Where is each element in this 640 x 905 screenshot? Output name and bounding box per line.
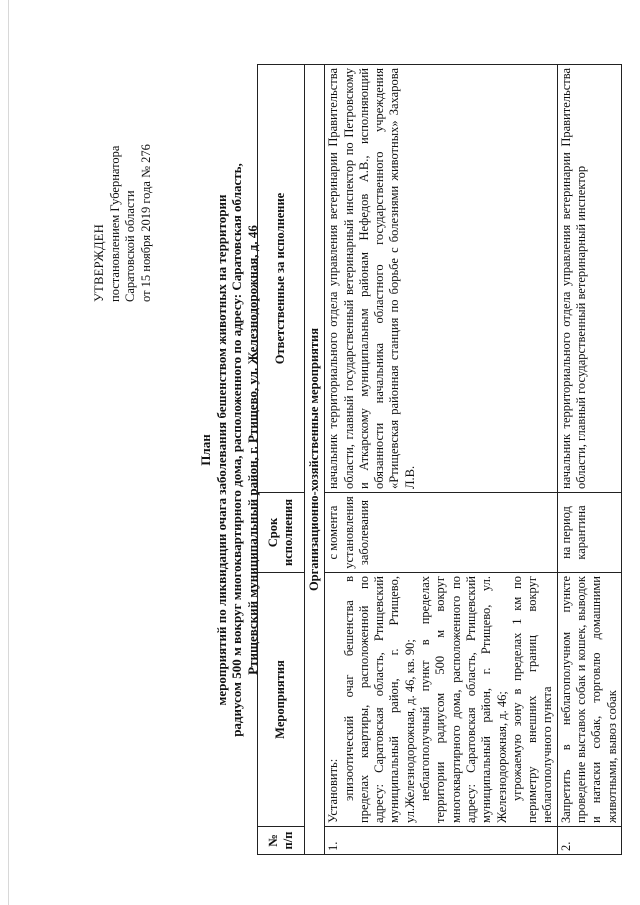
table-row xyxy=(325,65,557,855)
row-measures: Запретить в неблагополучном пункте проведение выставок собак и кошек, выводок и натаски собак, торговлю домашними животными, вывоз собак xyxy=(557,573,621,827)
row-term: на период карантина xyxy=(557,493,621,573)
row-measures xyxy=(325,573,557,827)
approval-line-2: Саратовской области xyxy=(123,190,137,302)
section-title: Организационно-хозяйственные мероприятия xyxy=(305,65,325,855)
document-title xyxy=(198,35,260,865)
approval-stamp xyxy=(92,32,154,302)
header-responsible: Ответственные за исполнение xyxy=(258,65,305,493)
approval-line-1: постановлением Губернатора xyxy=(107,145,122,302)
measures-intro: Установить: xyxy=(326,758,341,823)
measures-paragraph: неблагополучный пункт в пределах территории радиусом 500 м вокруг многоквартирного дома, расположенного по адресу: Саратовская область, Ртищевский муниципальный район, г. Ртищево, ул. Железнодорожная, д. 46; xyxy=(418,576,509,823)
section-row xyxy=(305,65,325,855)
title-line-3: радиусом 500 м вокруг многоквартирного дома, расположенного по адресу: Саратовская область, xyxy=(229,163,244,737)
measures-table xyxy=(257,64,622,855)
title-line-2: мероприятий по ликвидации очага заболевания бешенством животных на территории xyxy=(213,194,229,706)
approval-line-3: от 15 ноября 2019 года № 276 xyxy=(138,144,153,302)
header-term: Срок исполнения xyxy=(258,493,305,573)
row-term: с момента установления заболевания xyxy=(325,493,557,573)
header-num: № п/п xyxy=(258,827,305,855)
title-line-1: План xyxy=(198,434,213,466)
table-header-row xyxy=(258,65,305,855)
approval-heading: УТВЕРЖДЕН xyxy=(92,223,106,302)
measures-paragraph: эпизоотический очаг бешенства в пределах квартиры, расположенной по адресу: Саратовская область, Ртищевский муниципальный район, г. Ртищево, ул.Железнодорожная, д. 46, кв. 90; xyxy=(341,576,417,823)
measures-paragraph: угрожаемую зону в пределах 1 км по периметру внешних границ вокруг неблагополучного пункта xyxy=(509,576,555,823)
row-responsible: начальник территориального отдела управления ветеринарии Правительства области, главный государственный ветеринарный инспектор xyxy=(557,65,621,493)
row-num: 2. xyxy=(557,827,621,855)
header-measures: Мероприятия xyxy=(258,573,305,827)
title-line-4: Ртищевский муниципальный район, г. Ртищево, ул. Железнодорожная, д. 46 xyxy=(244,225,260,675)
table-row xyxy=(557,65,621,855)
row-num: 1. xyxy=(325,827,557,855)
row-responsible: начальник территориального отдела управления ветеринарии Правительства области, главный государственный ветеринарный инспектор по Петровскому и Аткарскому муниципальным районам Нефедов А.В., исполняющий обязанности начальника областного государственного учреждения «Ртищевская районная станция по борьбе с болезнями животных» Захарова Л.В. xyxy=(325,65,557,493)
